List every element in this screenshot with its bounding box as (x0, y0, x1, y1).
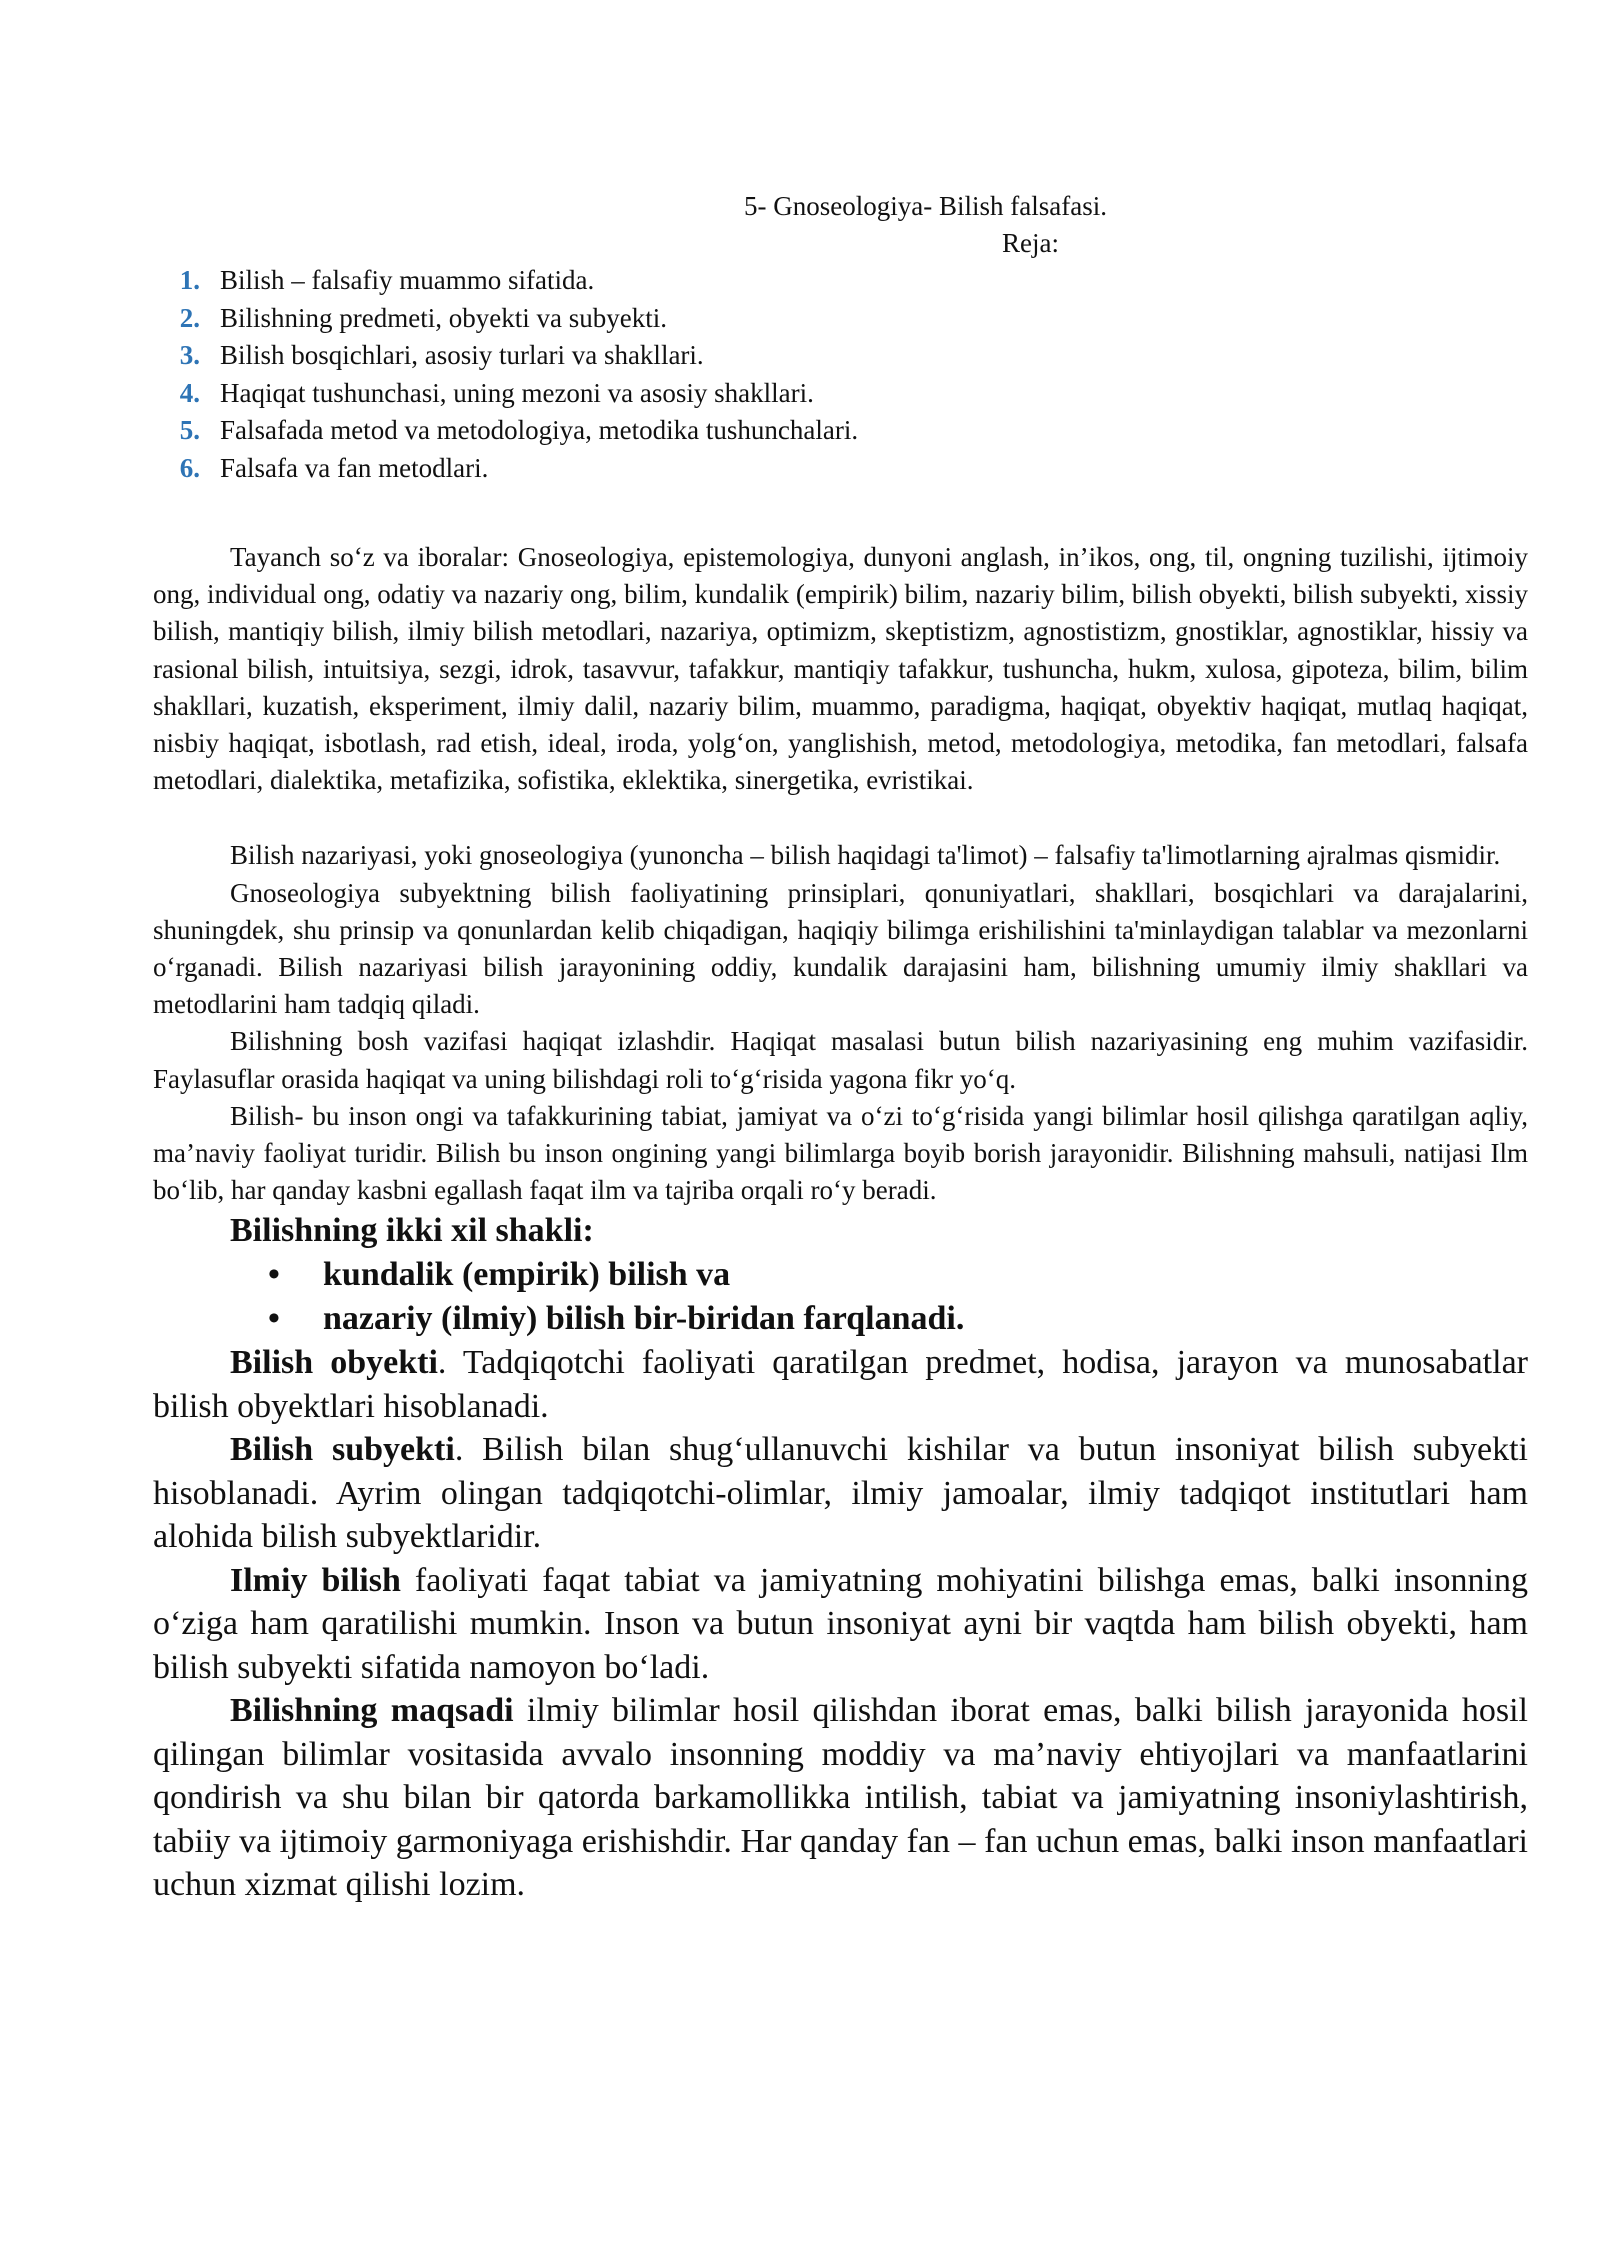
forms-item-text: kundalik (empirik) bilish va (323, 1256, 731, 1294)
forms-list-item (268, 1253, 1528, 1297)
plan-item-text: Bilish – falsafiy muammo sifatida. (220, 265, 595, 295)
forms-item-text: nazariy (ilmiy) bilish bir-biridan farqlanadi. (323, 1300, 965, 1338)
definition-paragraph (153, 1428, 1528, 1559)
plan-item-number: 2. (179, 302, 200, 333)
definition-term: Bilish subyekti (230, 1431, 455, 1469)
definition-text: ilmiy bilimlar hosil qilishdan iborat emas, balki bilish jarayonida hosil qilingan bilimlar vositasida avvalo insonning moddiy va ma’naviy ehtiyojlari va manfaatlarini qondirish va shu bilan bir qatorda barkamollikka intilish, tabiat va jamiyatning insoniylashtirish, tabiiy va ijtimoiy garmoniyaga erishishdir. Har qanday fan – fan uchun emas, balki inson manfaatlari uchun xizmat qilishi lozim. (153, 1692, 1528, 1904)
definition-term: Bilishning maqsadi (230, 1692, 514, 1730)
plan-item-number: 6. (179, 452, 200, 483)
plan-item-number: 3. (179, 340, 200, 370)
forms-list (153, 1253, 1528, 1341)
plan-item-number: 4. (179, 377, 200, 408)
spacer (153, 487, 1528, 539)
plan-item-number: 5. (179, 415, 200, 445)
definition-paragraph (153, 1559, 1528, 1690)
plan-item (153, 300, 1528, 338)
plan-list (153, 262, 1528, 487)
spacer (153, 799, 1528, 837)
definition-paragraph (153, 1689, 1528, 1907)
plan-item-text: Falsafada metod va metodologiya, metodika tushunchalari. (220, 415, 859, 445)
plan-item-text: Bilish bosqichlari, asosiy turlari va shakllari. (220, 340, 704, 370)
plan-item (153, 337, 1528, 375)
definition-text: . Bilish bilan shug‘ullanuvchi kishilar va butun insoniyat bilish subyekti hisoblanadi. Ayrim olingan tadqiqotchi-olimlar, ilmiy jamoalar, ilmiy tadqiqot institutlari ham alohida bilish subyektlaridir. (153, 1431, 1528, 1556)
definition-paragraph (153, 1341, 1528, 1428)
keywords-paragraph: Tayanch so‘z va iboralar: Gnoseologiya, epistemologiya, dunyoni anglash, in’ikos, ong, til, ongning tuzilishi, ijtimoiy ong, individual ong, odatiy va nazariy ong, bilim, kundalik (empirik) bilim, nazariy bilim, bilish obyekti, bilish subyekti, xissiy bilish, mantiqiy bilish, ilmiy bilish metodlari, nazariya, optimizm, skeptistizm, agnostistizm, gnostiklar, agnostiklar, hissiy va rasional bilish, intuitsiya, sezgi, idrok, tasavvur, tafakkur, mantiqiy tafakkur, tushuncha, hukm, xulosa, gipoteza, bilim, bilim shakllari, kuzatish, eksperiment, ilmiy dalil, nazariy bilim, muammo, paradigma, haqiqat, obyektiv haqiqat, mutlaq haqiqat, nisbiy haqiqat, isbotlash, rad etish, ideal, iroda, yolg‘on, yanglishish, metod, metodologiya, metodika, fan metodlari, falsafa metodlari, dialektika, metafizika, sofistika, eklektika, sinergetika, evristikai. (153, 542, 1528, 796)
definition-text: . Tadqiqotchi faoliyati qaratilgan predmet, hodisa, jarayon va munosabatlar bilish obyektlari hisoblanadi. (153, 1344, 1528, 1425)
bullet-icon: • (268, 1300, 280, 1338)
definition-term: Ilmiy bilish (230, 1561, 401, 1599)
document-page (153, 188, 1528, 1907)
plan-label: Reja: (1002, 228, 1059, 258)
document-title: 5- Gnoseologiya- Bilish falsafasi. (744, 191, 1107, 221)
plan-item (153, 412, 1528, 450)
body-paragraph: Bilish- bu inson ongi va tafakkurining tabiat, jamiyat va o‘zi to‘g‘risida yangi bilimlar hosil qilishga qaratilgan aqliy, ma’naviy faoliyat turidir. Bilish bu inson ongining yangi bilimlarga boyib borish jarayonidir. Bilishning mahsuli, natijasi Ilm bo‘lib, har qanday kasbni egallash faqat ilm va tajriba orqali ro‘y beradi. (153, 1100, 1528, 1206)
plan-item (153, 262, 1528, 300)
forms-list-item (268, 1297, 1528, 1341)
plan-item-text: Falsafa va fan metodlari. (220, 452, 489, 483)
body-paragraph: Gnoseologiya subyektning bilish faoliyatining prinsiplari, qonuniyatlari, shakllari, bosqichlari va darajalarini, shuningdek, shu prinsip va qonunlardan kelib chiqadigan, haqiqiy bilimga erishilishini ta'minlaydigan talablar va mezonlarni o‘rganadi. Bilish nazariyasi bilish jarayonining oddiy, kundalik darajasini ham, bilishning umumiy ilmiy shakllari va metodlarini ham tadqiq qiladi. (153, 877, 1528, 1020)
definition-term: Bilish obyekti (230, 1344, 438, 1382)
plan-item-text: Haqiqat tushunchasi, uning mezoni va asosiy shakllari. (220, 377, 814, 408)
bullet-icon: • (268, 1256, 280, 1294)
body-paragraph: Bilishning bosh vazifasi haqiqat izlashdir. Haqiqat masalasi butun bilish nazariyasining eng muhim vazifasidir. Faylasuflar orasida haqiqat va uning bilishdagi roli to‘g‘risida yagona fikr yo‘q. (153, 1026, 1528, 1094)
body-paragraph: Bilish nazariyasi, yoki gnoseologiya (yunoncha – bilish haqidagi ta'limot) – falsafiy ta'limotlarning ajralmas qismidir. (230, 840, 1501, 871)
plan-item (153, 450, 1528, 488)
plan-item-text: Bilishning predmeti, obyekti va subyekti. (220, 302, 667, 333)
forms-heading: Bilishning ikki xil shakli: (230, 1212, 594, 1250)
plan-item-number: 1. (179, 265, 200, 295)
plan-item (153, 375, 1528, 413)
definition-text: faoliyati faqat tabiat va jamiyatning mohiyatini bilishga emas, balki insonning o‘ziga ham qaratilishi mumkin. Inson va butun insoniyat ayni bir vaqtda ham bilish obyekti, ham bilish subyekti sifatida namoyon bo‘ladi. (153, 1561, 1528, 1686)
